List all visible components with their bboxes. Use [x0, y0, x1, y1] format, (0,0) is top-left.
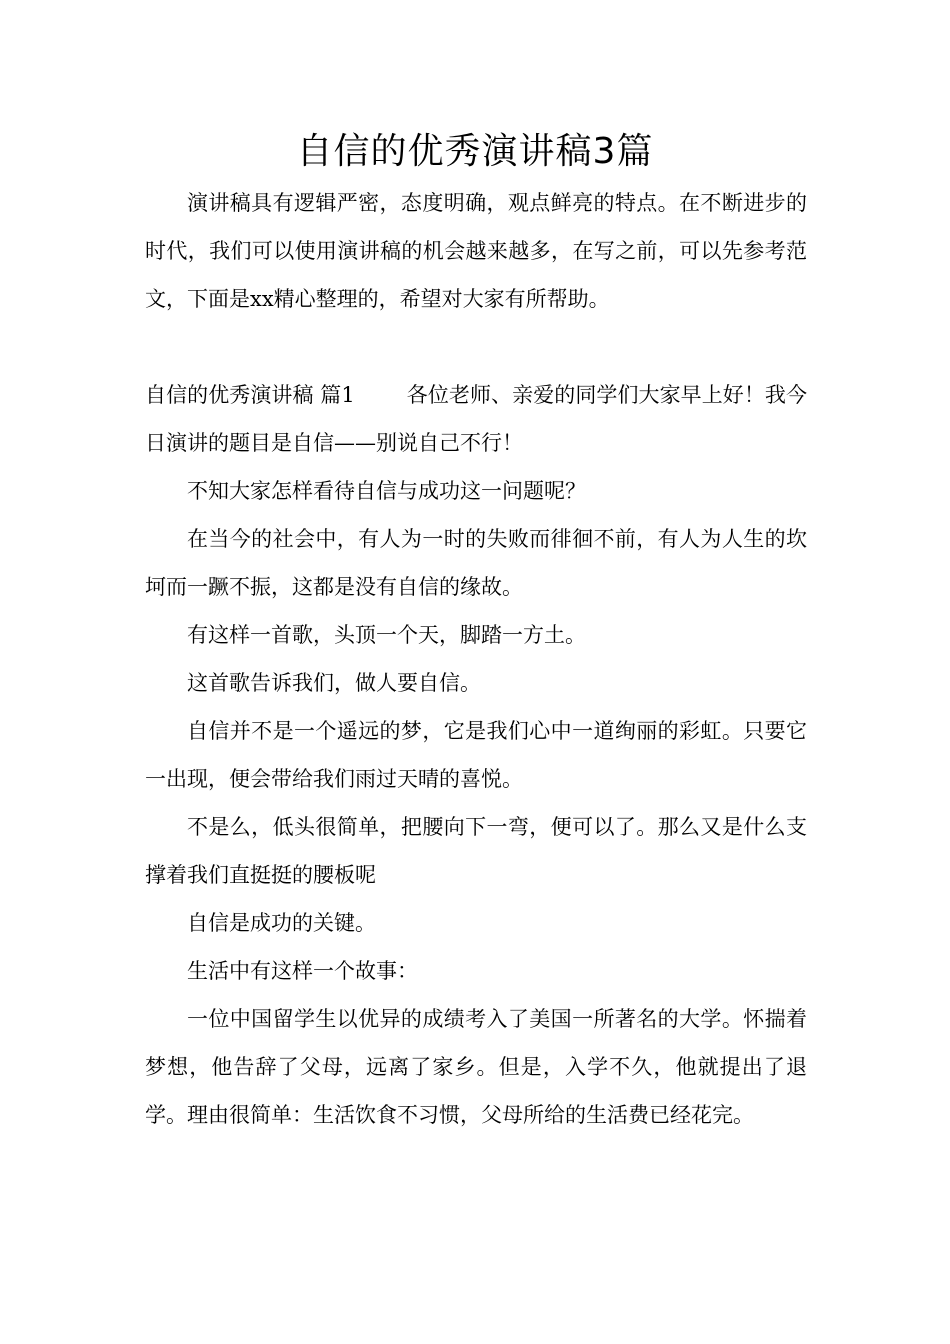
section-1-opening: 各位老师、亲爱的同学们大家早上好！我今日演讲的题目是自信——别说自己不行！	[145, 383, 807, 455]
body-paragraph: 自信并不是一个遥远的梦，它是我们心中一道绚丽的彩虹。只要它一出现，便会带给我们雨过天晴的喜悦。	[145, 719, 807, 791]
document-body	[145, 179, 807, 1139]
section-1-opening-paragraph	[145, 371, 807, 467]
body-paragraph: 在当今的社会中，有人为一时的失败而徘徊不前，有人为人生的坎坷而一蹶不振，这都是没有自信的缘故。	[145, 527, 807, 599]
body-paragraph: 这首歌告诉我们，做人要自信。	[187, 671, 481, 695]
body-paragraph: 不知大家怎样看待自信与成功这一问题呢？	[187, 479, 586, 503]
body-paragraph: 不是么，低头很简单，把腰向下一弯，便可以了。那么又是什么支撑着我们直挺挺的腰板呢	[145, 815, 807, 887]
document-title: 自信的优秀演讲稿3篇	[296, 131, 654, 172]
body-paragraph: 自信是成功的关键。	[187, 911, 376, 935]
intro-paragraph: 演讲稿具有逻辑严密，态度明确，观点鲜亮的特点。在不断进步的时代，我们可以使用演讲稿的机会越来越多，在写之前，可以先参考范文，下面是xx精心整理的，希望对大家有所帮助。	[145, 191, 807, 311]
paragraph-spacer	[145, 323, 807, 371]
body-paragraph: 有这样一首歌，头顶一个天，脚踏一方土。	[187, 623, 586, 647]
body-paragraph: 一位中国留学生以优异的成绩考入了美国一所著名的大学。怀揣着梦想，他告辞了父母，远离了家乡。但是，入学不久，他就提出了退学。理由很简单：生活饮食不习惯，父母所给的生活费已经花完。	[145, 1007, 807, 1127]
section-1-label: 自信的优秀演讲稿 篇1	[145, 383, 355, 407]
body-paragraph: 生活中有这样一个故事：	[187, 959, 418, 983]
